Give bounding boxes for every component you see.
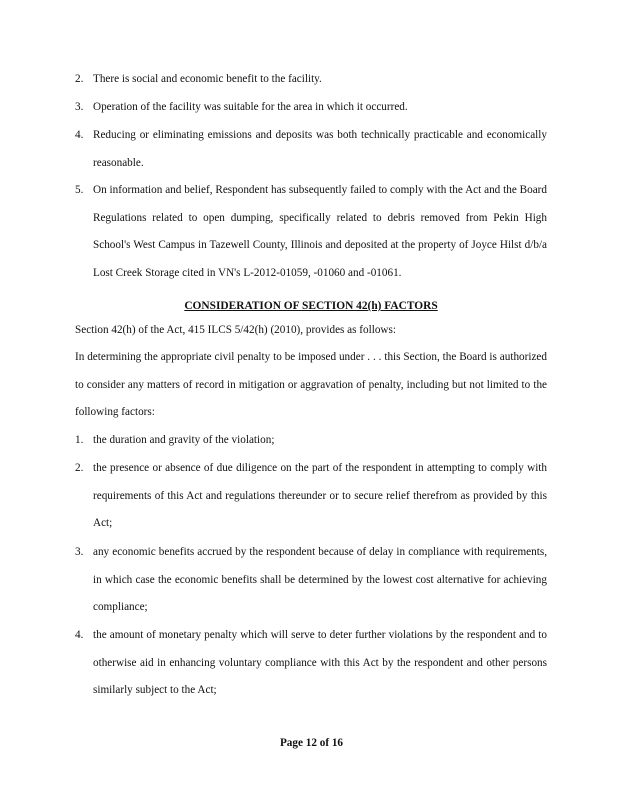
intro-paragraph: Section 42(h) of the Act, 415 ILCS 5/42(h) (2010), provides as follows: (75, 324, 396, 336)
list-text: the presence or absence of due diligence on the part of the respondent in attempting to comply with requirements of this Act and regulations thereunder or to secure relief therefrom as provided by this Act; (93, 462, 547, 529)
section-heading: CONSIDERATION OF SECTION 42(h) FACTORS (184, 300, 438, 312)
list-number: 3. (75, 546, 84, 558)
list-number: 2. (75, 73, 84, 85)
list-number: 4. (75, 629, 84, 641)
list-number: 2. (75, 462, 84, 474)
list-number: 3. (75, 101, 84, 113)
list-text: any economic benefits accrued by the respondent because of delay in compliance with requirements, in which case the economic benefits shall be determined by the lowest cost alternative for achieving compliance; (93, 546, 547, 613)
list-text: the duration and gravity of the violation; (93, 434, 275, 446)
list-text: On information and belief, Respondent has subsequently failed to comply with the Act and the Board Regulations related to open dumping, specifically related to debris removed from Pekin High School's West Campus in Tazewell County, Illinois and deposited at the property of Joyce Hilst d/b/a Lost Creek Storage cited in VN's L-2012-01059, -01060 and -01061. (93, 184, 547, 279)
factor-item-4 (75, 622, 547, 705)
list-item-2 (75, 66, 547, 94)
factor-item-2 (75, 455, 547, 538)
list-item-5 (75, 177, 547, 287)
factor-item-3 (75, 539, 547, 622)
factor-item-1 (75, 427, 547, 455)
quoted-paragraph: In determining the appropriate civil penalty to be imposed under . . . this Section, the Board is authorized to consider any matters of record in mitigation or aggravation of penalty, including but not limited to the following factors: (75, 351, 547, 418)
list-text: the amount of monetary penalty which will serve to deter further violations by the respondent and to otherwise aid in enhancing voluntary compliance with this Act by the respondent and other persons similarly subject to the Act; (93, 629, 547, 696)
list-number: 5. (75, 184, 84, 196)
list-text: There is social and economic benefit to the facility. (93, 73, 322, 85)
list-item-4 (75, 122, 547, 177)
list-text: Reducing or eliminating emissions and deposits was both technically practicable and economically reasonable. (93, 129, 547, 169)
list-text: Operation of the facility was suitable for the area in which it occurred. (93, 101, 408, 113)
list-number: 1. (75, 434, 84, 446)
list-number: 4. (75, 129, 84, 141)
page-number: Page 12 of 16 (279, 737, 344, 749)
list-item-3 (75, 94, 547, 122)
